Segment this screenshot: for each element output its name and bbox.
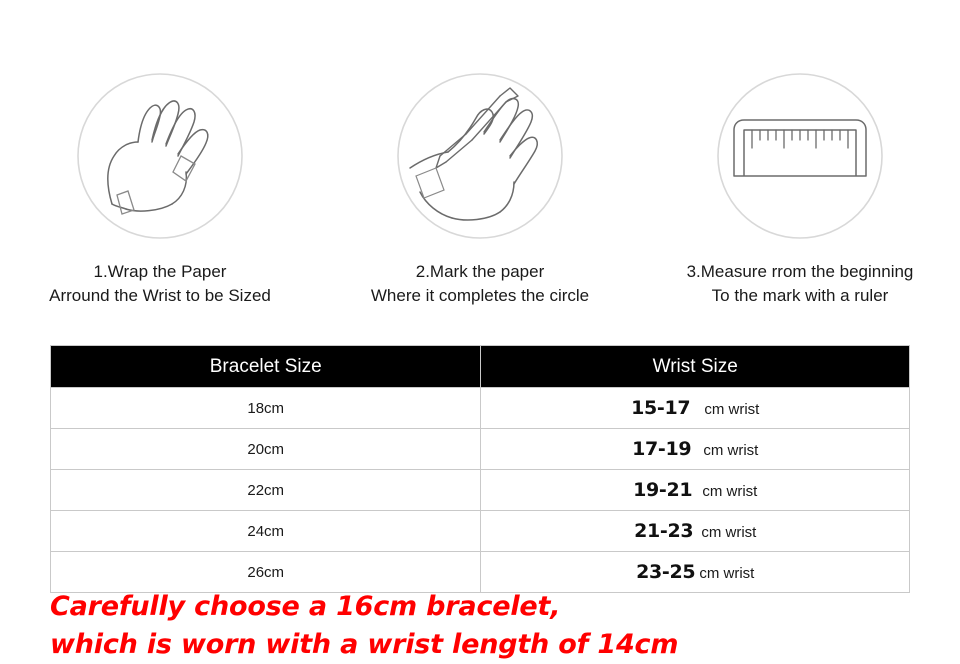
footnote-line-2: which is worn with a wrist length of 14cm <box>50 629 679 660</box>
cell-wrist-size <box>481 552 910 593</box>
header-bracelet-size: Bracelet Size <box>51 346 481 388</box>
wrist-range: 21-23 <box>634 520 694 542</box>
table-header-row <box>51 346 910 388</box>
cell-bracelet-size: 20cm <box>51 429 481 470</box>
hand-marking-paper-with-pen-icon <box>396 72 564 240</box>
ruler-measuring-paper-icon <box>716 72 884 240</box>
step-2 <box>320 72 640 308</box>
step-3 <box>640 72 960 308</box>
table-row <box>51 552 910 593</box>
wrist-unit: cm wrist <box>704 401 760 418</box>
step-3-caption-line-1: 3.Measure rrom the beginning <box>686 262 914 281</box>
wrist-unit: cm wrist <box>701 524 757 541</box>
cell-bracelet-size: 24cm <box>51 511 481 552</box>
table-row <box>51 429 910 470</box>
table-row <box>51 511 910 552</box>
wrist-range: 23-25 <box>636 561 696 583</box>
table-body <box>51 388 910 593</box>
table-row <box>51 388 910 429</box>
footnote-line-1: Carefully choose a 16cm bracelet, <box>50 591 561 622</box>
cell-wrist-size <box>481 429 910 470</box>
wrist-range: 17-19 <box>632 438 692 460</box>
wrist-range: 19-21 <box>633 479 693 501</box>
size-chart-table <box>50 345 910 593</box>
steps-row <box>0 0 960 308</box>
hand-wrapped-with-paper-icon <box>76 72 244 240</box>
cell-wrist-size <box>481 511 910 552</box>
step-2-caption <box>371 260 589 308</box>
footnote <box>50 588 950 664</box>
step-1-caption <box>49 260 271 308</box>
wrist-unit: cm wrist <box>703 442 759 459</box>
cell-wrist-size <box>481 470 910 511</box>
table-row <box>51 470 910 511</box>
step-1 <box>0 72 320 308</box>
step-1-caption-line-2: Arround the Wrist to be Sized <box>49 286 271 305</box>
wrist-range: 15-17 <box>631 397 691 419</box>
header-wrist-size: Wrist Size <box>481 346 910 388</box>
cell-bracelet-size: 26cm <box>51 552 481 593</box>
wrist-unit: cm wrist <box>699 565 755 582</box>
cell-bracelet-size: 22cm <box>51 470 481 511</box>
step-3-caption <box>687 260 914 308</box>
cell-wrist-size <box>481 388 910 429</box>
step-2-caption-line-2: Where it completes the circle <box>370 286 590 305</box>
wrist-unit: cm wrist <box>702 483 758 500</box>
table-header <box>51 346 910 388</box>
cell-bracelet-size: 18cm <box>51 388 481 429</box>
step-1-caption-line-1: 1.Wrap the Paper <box>93 262 227 281</box>
step-2-caption-line-1: 2.Mark the paper <box>415 262 545 281</box>
step-3-caption-line-2: To the mark with a ruler <box>711 286 889 305</box>
